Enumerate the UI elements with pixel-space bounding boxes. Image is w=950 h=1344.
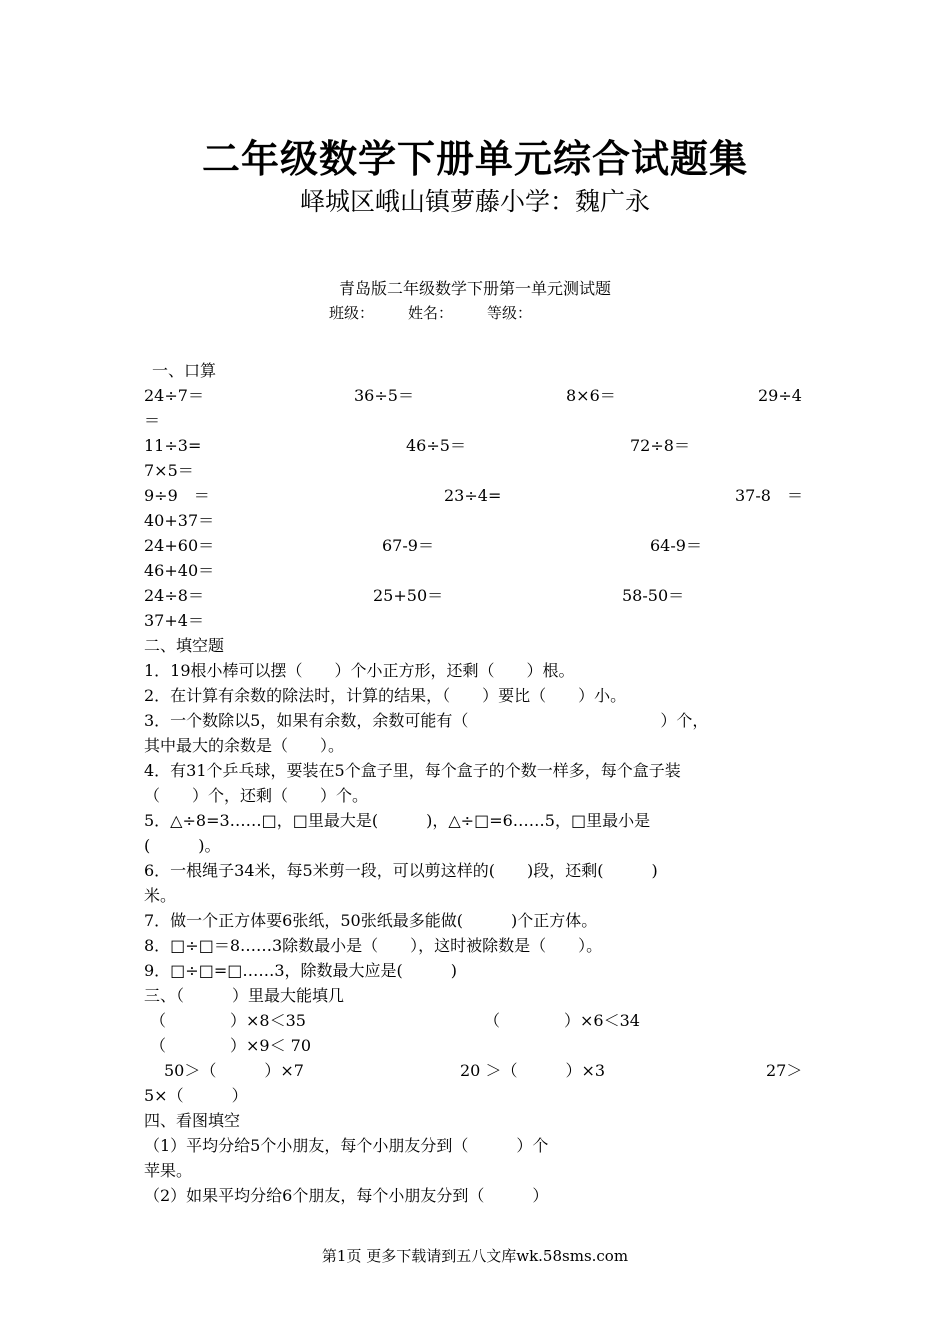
- oral-item: 23÷4=: [444, 486, 502, 505]
- fill-question-3-cont: 其中最大的余数是（ ）。: [144, 736, 345, 755]
- oral-item: 25+50＝: [373, 586, 444, 605]
- oral-item: 58-50＝: [622, 586, 685, 605]
- fill-question-2: 2．在计算有余数的除法时，计算的结果，（ ）要比（ ）小。: [144, 686, 627, 705]
- oral-item: 24÷7＝: [144, 386, 204, 405]
- oral-item: 8×6＝: [566, 386, 616, 405]
- fill-question-4-cont: （ ）个，还剩（ ）个。: [144, 786, 369, 805]
- document-title: 二年级数学下册单元综合试题集: [201, 136, 748, 181]
- section-heading-fill: 二、填空题: [144, 636, 225, 655]
- oral-row-2: [144, 433, 806, 458]
- max-fill-item: 20 ＞（ ）×3: [460, 1061, 606, 1080]
- name-label: 姓名：: [408, 304, 454, 322]
- fill-question-6: 6．一根绳子34米，每5米剪一段，可以剪这样的( )段，还剩( ): [144, 861, 658, 880]
- oral-row-1-wrap: ＝: [144, 411, 161, 430]
- max-fill-row-2: [144, 1058, 806, 1083]
- section-heading-picture: 四、看图填空: [144, 1111, 241, 1130]
- picture-question-2: （2）如果平均分给6个朋友，每个小朋友分到（ ）: [144, 1186, 549, 1205]
- fill-question-7: 7．做一个正方体要6张纸，50张纸最多能做( )个正方体。: [144, 911, 598, 930]
- oral-row-5-wrap: 37+4＝: [144, 611, 204, 630]
- oral-item: 24÷8＝: [144, 586, 204, 605]
- oral-item: 11÷3=: [144, 436, 202, 455]
- oral-item: 37-8 ＝: [735, 486, 803, 505]
- page-footer: 第1页 更多下载请到五八文库wk.58sms.com: [321, 1247, 629, 1265]
- max-fill-row-2-wrap: 5×（ ）: [144, 1086, 248, 1105]
- max-fill-item: 27＞: [766, 1061, 803, 1080]
- fill-question-8: 8．□÷□＝8……3除数最小是（ ），这时被除数是（ ）。: [144, 936, 603, 955]
- oral-row-5: [144, 583, 806, 608]
- fill-question-6-cont: 米。: [144, 886, 177, 905]
- document-subtitle: 峄城区峨山镇萝藤小学：魏广永: [299, 187, 650, 216]
- oral-row-2-wrap: 7×5＝: [144, 461, 194, 480]
- oral-row-4-wrap: 46+40＝: [144, 561, 215, 580]
- oral-item: 9÷9 ＝: [144, 486, 210, 505]
- oral-item: 67-9＝: [382, 536, 434, 555]
- fill-question-1: 1．19根小棒可以摆（ ）个小正方形，还剩（ ）根。: [144, 661, 575, 680]
- fill-question-3: 3．一个数除以5，如果有余数，余数可能有（ ）个，: [144, 711, 709, 730]
- picture-question-1-cont: 苹果。: [144, 1161, 193, 1180]
- oral-item: 24+60＝: [144, 536, 215, 555]
- oral-row-1: [144, 383, 806, 408]
- section-heading-max-fill: 三、（ ）里最大能填几: [144, 986, 345, 1005]
- max-fill-item: 50＞（ ）×7: [164, 1061, 304, 1080]
- fill-question-9: 9．□÷□=□……3，除数最大应是( ): [144, 961, 458, 980]
- picture-question-1: （1）平均分给5个小朋友，每个小朋友分到（ ）个: [144, 1136, 549, 1155]
- fill-question-5: 5．△÷8=3……□，□里最大是( )，△÷□=6……5，□里最小是: [144, 811, 651, 830]
- fill-question-5-cont: ( )。: [144, 836, 221, 855]
- max-fill-item: （ ）×8＜35: [150, 1011, 306, 1030]
- fill-question-4: 4．有31个乒乓球，要装在5个盒子里，每个盒子的个数一样多，每个盒子装: [144, 761, 681, 780]
- class-label: 班级：: [329, 304, 375, 322]
- max-fill-item: （ ）×6＜34: [484, 1011, 640, 1030]
- student-info-line: [329, 302, 566, 323]
- oral-item: 36÷5＝: [354, 386, 414, 405]
- oral-item: 29÷4: [758, 386, 802, 405]
- oral-item: 46÷5＝: [406, 436, 466, 455]
- grade-label: 等级：: [487, 304, 533, 322]
- oral-item: 72÷8＝: [630, 436, 690, 455]
- max-fill-row-1: [144, 1008, 806, 1033]
- test-title: 青岛版二年级数学下册第一单元测试题: [338, 279, 611, 298]
- oral-row-4: [144, 533, 806, 558]
- oral-item: 64-9＝: [650, 536, 702, 555]
- oral-row-3: [144, 483, 806, 508]
- oral-row-3-wrap: 40+37＝: [144, 511, 215, 530]
- max-fill-row-1-wrap: （ ）×9＜ 70: [150, 1036, 312, 1055]
- section-heading-oral: 一、口算: [152, 361, 217, 380]
